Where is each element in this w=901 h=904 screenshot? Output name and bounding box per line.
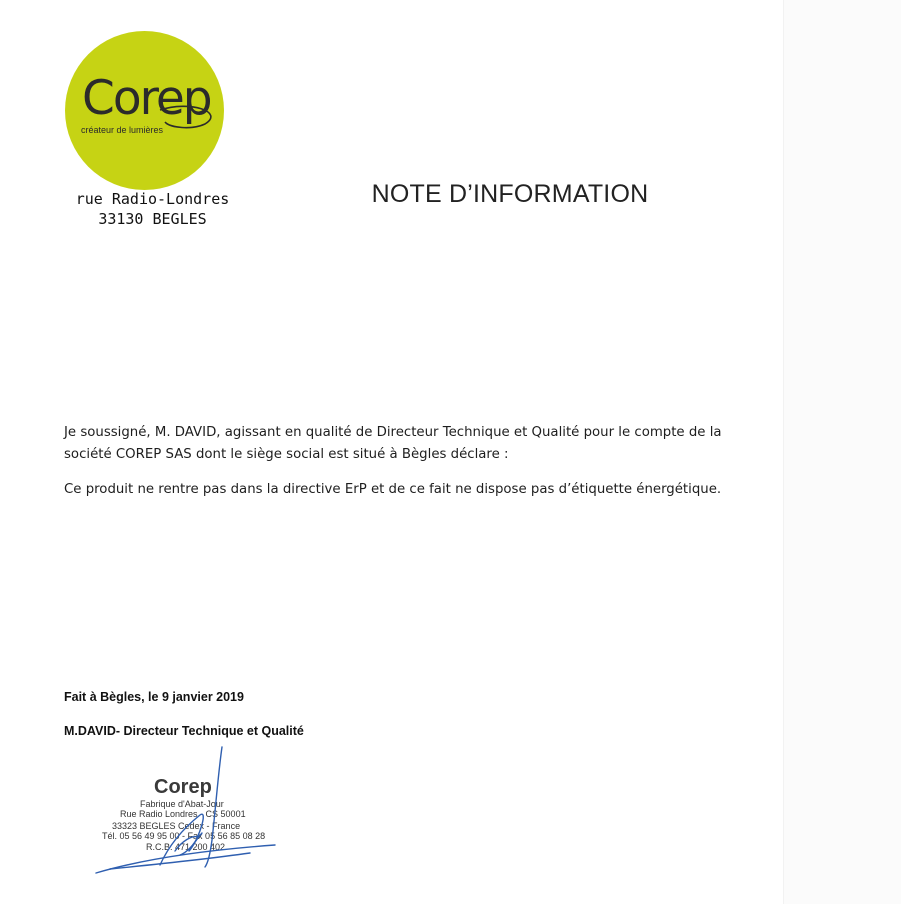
page-margin	[783, 0, 901, 904]
document-title: NOTE D’INFORMATION	[371, 180, 649, 208]
stamp-line-2: Rue Radio Londres - CS 50001	[120, 809, 246, 819]
stamp-line-3: 33323 BEGLES Cedex - France	[112, 821, 241, 831]
signer-name: M.DAVID- Directeur Technique et Qualité	[64, 724, 304, 738]
stamp-line-1: Fabrique d'Abat-Jour	[140, 799, 224, 809]
company-address	[60, 189, 245, 229]
logo-wordmark: Corep	[82, 71, 211, 126]
stamp-company-name: Corep	[154, 776, 212, 798]
stamp-line-4: Tél. 05 56 49 95 00 - Fax 05 56 85 08 28	[102, 831, 266, 841]
logo-tagline: créateur de lumières	[81, 125, 164, 135]
statement-paragraph: Ce produit ne rentre pas dans la directive ErP et de ce fait ne dispose pas d’étiquette énergétique.	[64, 482, 722, 497]
address-street: rue Radio-Londres	[75, 190, 230, 208]
address-city: 33130 BEGLES	[98, 210, 207, 228]
place-and-date: Fait à Bègles, le 9 janvier 2019	[64, 690, 244, 704]
stamp-line-5: R.C.B. 471 200 402	[146, 842, 226, 852]
document-body	[64, 422, 764, 514]
logo-swoosh-icon	[0, 0, 250, 200]
handwritten-signature	[90, 745, 290, 885]
declaration-paragraph: Je soussigné, M. DAVID, agissant en qualité de Directeur Technique et Qualité pour le compte de la société COREP SAS dont le siège social est situé à Bègles déclare :	[64, 425, 722, 462]
